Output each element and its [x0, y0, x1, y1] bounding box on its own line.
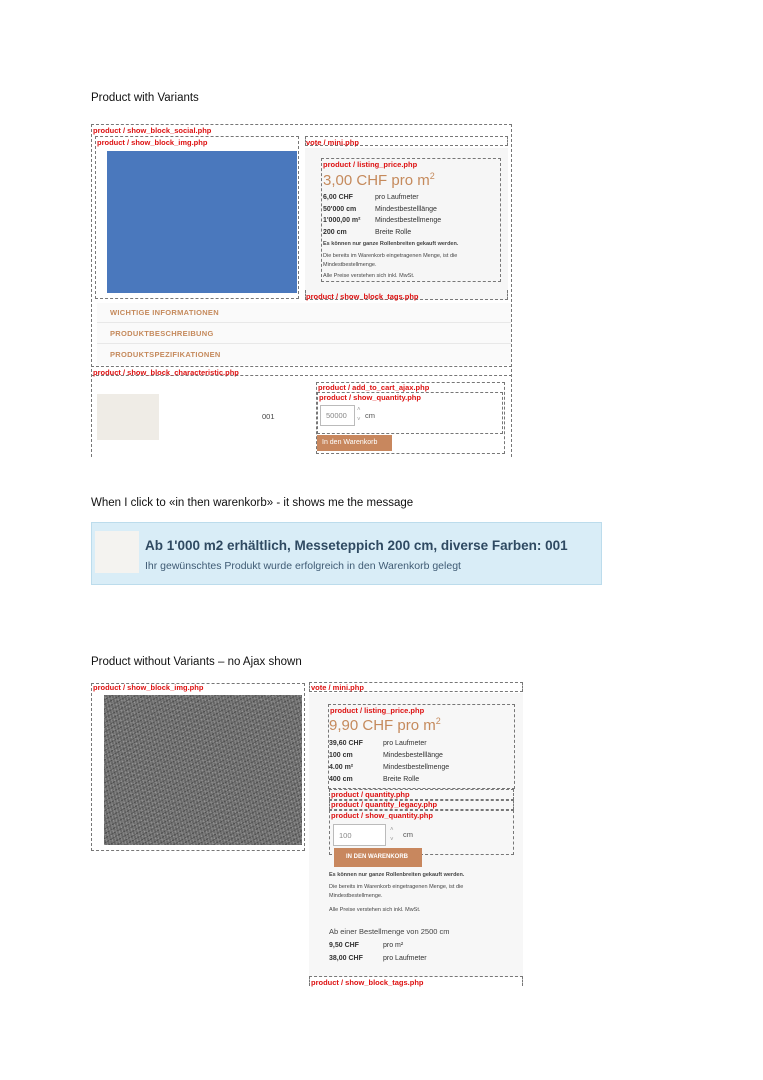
template-label-characteristic: product / show_block_characteristic.php [93, 368, 239, 377]
bulk-price-row: 9,50 CHF pro m² [329, 942, 404, 949]
template-label-img: product / show_block_img.php [97, 138, 208, 147]
note-min-quantity-2: Die bereits im Warenkorb eingetragenen Menge, ist die Mindestbestellmenge. [329, 884, 464, 899]
quantity-unit-2: cm [403, 830, 413, 839]
template-label-quantity: product / quantity.php [331, 790, 410, 799]
tab-row[interactable] [97, 303, 511, 323]
section-heading-message: When I click to «in then warenkorb» - it shows me the message [91, 497, 414, 509]
note-min-quantity: Die bereits im Warenkorb eingetragenen Menge, ist die Mindestbestellmenge. [323, 253, 458, 268]
price-row: 100 cm Mindesbestelllänge [329, 752, 443, 759]
add-to-cart-button[interactable]: In den Warenkorb [317, 435, 392, 451]
note-roll-width: Es können nur ganze Rollenbreiten gekauft werden. [323, 241, 459, 247]
price-row: 50'000 cm Mindestbestelllänge [323, 205, 437, 213]
bulk-price-heading: Ab einer Bestellmenge von 2500 cm [329, 927, 450, 936]
section-heading-variants: Product with Variants [91, 92, 199, 104]
bulk-price-row: 38,00 CHF pro Laufmeter [329, 955, 427, 962]
note-vat-2: Alle Preise verstehen sich inkl. MwSt. [329, 907, 421, 913]
tab-product-description[interactable]: PRODUKTBESCHREIBUNG [110, 329, 214, 338]
template-label-social: product / show_block_social.php [93, 126, 212, 135]
quantity-stepper[interactable]: ˄ ˅ [357, 407, 361, 423]
quantity-input-2[interactable] [333, 824, 386, 846]
product-image-grey[interactable] [104, 695, 302, 845]
template-label-vote-2: vote / mini.php [311, 683, 364, 692]
price-row: 400 cm Breite Rolle [329, 776, 420, 783]
tab-row[interactable] [97, 345, 511, 364]
price-per-m2: 3,00 CHF pro $m^2$ [323, 171, 435, 189]
info-tabs [97, 303, 511, 365]
price-per-m2-2: 9,90 CHF pro $m^2$ [329, 716, 441, 734]
note-roll-width-2: Es können nur ganze Rollenbreiten gekauft werden. [329, 872, 465, 878]
add-to-cart-button-2[interactable]: IN DEN WARENKORB [334, 848, 422, 867]
price-row: 39,60 CHF pro Laufmeter [329, 740, 427, 747]
template-label-img-2: product / show_block_img.php [93, 683, 204, 692]
bulk-price-rows [329, 942, 427, 968]
template-label-vote: vote / mini.php [306, 138, 359, 147]
price-rows [323, 194, 441, 240]
variant-code: 001 [262, 412, 275, 421]
template-label-listing-price: product / listing_price.php [323, 160, 418, 169]
tab-product-specs[interactable]: PRODUKTSPEZIFIKATIONEN [110, 350, 221, 359]
template-label-tags-2: product / show_block_tags.php [311, 978, 424, 987]
template-label-listing-price-2: product / listing_price.php [330, 706, 425, 715]
quantity-unit: cm [365, 411, 375, 420]
product-image-blue[interactable] [107, 151, 297, 293]
note-vat: Alle Preise verstehen sich inkl. MwSt. [323, 273, 415, 279]
template-label-show-quantity-2: product / show_quantity.php [331, 811, 433, 820]
template-label-quantity-legacy: product / quantity_legacy.php [331, 800, 438, 809]
message-title: Ab 1'000 m2 erhältlich, Messeteppich 200 cm, diverse Farben: 001 [145, 538, 568, 553]
tab-row[interactable] [97, 324, 511, 344]
section-heading-no-variants: Product without Variants – no Ajax shown [91, 656, 302, 668]
template-label-tags: product / show_block_tags.php [306, 292, 419, 301]
price-rows-2 [329, 740, 449, 788]
quantity-stepper-2[interactable]: ˄ ˅ [390, 827, 394, 843]
cart-success-message [91, 522, 602, 585]
price-row: 200 cm Breite Rolle [323, 228, 412, 236]
price-row: 4.00 m² Mindestbestellmenge [329, 764, 450, 771]
message-subtitle: Ihr gewünschtes Produkt wurde erfolgreich in den Warenkorb gelegt [145, 560, 461, 572]
quantity-input[interactable] [320, 405, 355, 426]
template-label-show-quantity: product / show_quantity.php [319, 393, 421, 402]
message-thumbnail [95, 531, 139, 573]
tab-important-info[interactable]: WICHTIGE INFORMATIONEN [110, 308, 219, 317]
price-row: 6,00 CHF pro Laufmeter [323, 194, 419, 201]
variant-thumbnail[interactable] [97, 394, 159, 440]
template-label-add-to-cart: product / add_to_cart_ajax.php [318, 383, 430, 392]
price-row: 1'000,00 m² Mindestbestellmenge [323, 217, 442, 224]
